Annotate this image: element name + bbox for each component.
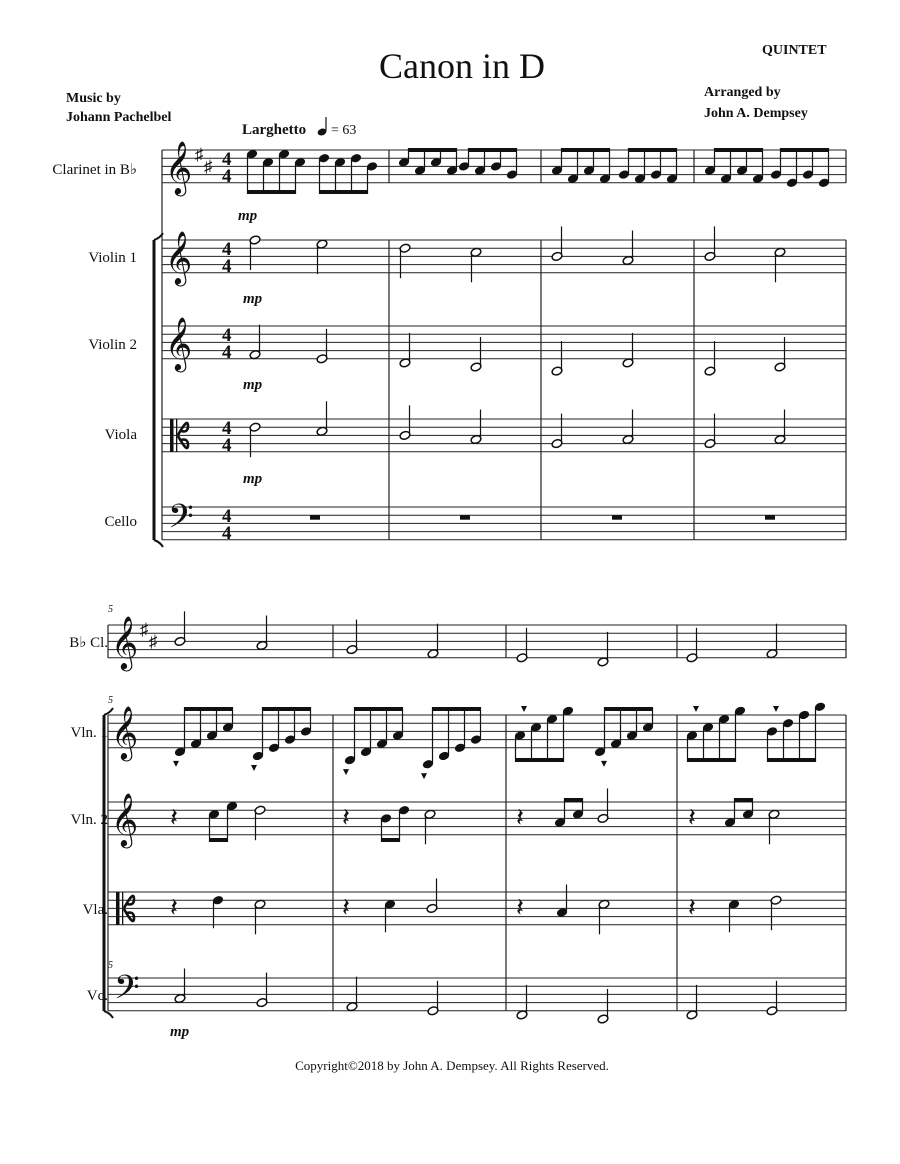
whole-rest-icon bbox=[310, 515, 320, 520]
composer-line-2: Johann Pachelbel bbox=[66, 110, 172, 125]
bracket-hook bbox=[154, 540, 163, 547]
time-signature bbox=[222, 506, 232, 544]
quarter-rest-icon: 𝄽 bbox=[342, 803, 350, 832]
note-beam bbox=[433, 707, 481, 711]
time-signature bbox=[222, 418, 232, 456]
svg-text:♯: ♯ bbox=[149, 632, 158, 651]
bracket-hook bbox=[104, 1011, 113, 1018]
time-signature bbox=[222, 239, 232, 277]
note-beam bbox=[469, 148, 517, 152]
arranger-line-2: John A. Dempsey bbox=[704, 106, 808, 121]
note-beam bbox=[781, 148, 829, 152]
staff bbox=[108, 978, 846, 1011]
instrument-label-clarinet: Clarinet in B♭ bbox=[52, 162, 137, 178]
bass-clef-icon: 𝄢 bbox=[168, 498, 194, 543]
treble-clef-icon: 𝄞 bbox=[111, 794, 139, 845]
svg-text:4: 4 bbox=[222, 506, 232, 527]
svg-text:4: 4 bbox=[222, 239, 232, 260]
instrument-label-violin-2: Violin 2 bbox=[88, 337, 137, 353]
measure-number: 5 bbox=[108, 960, 113, 971]
instrument-label-cello: Vc. bbox=[86, 988, 108, 1004]
svg-text:4: 4 bbox=[222, 325, 232, 346]
tempo-marking: Larghetto bbox=[242, 122, 307, 138]
copyright-notice: Copyright©2018 by John A. Dempsey. All Rights Reserved. bbox=[295, 1058, 609, 1073]
dynamic-mark: mp bbox=[243, 291, 263, 307]
instrument-label-violin-1: Vln. 1 bbox=[70, 725, 108, 741]
score-title: Canon in D bbox=[379, 46, 545, 86]
dynamic-mark: mp bbox=[238, 208, 258, 224]
arranger-line-1: Arranged by bbox=[704, 85, 781, 100]
note-beam bbox=[562, 148, 610, 152]
bass-clef-icon: 𝄢 bbox=[114, 969, 140, 1014]
dynamic-mark: mp bbox=[243, 377, 263, 393]
svg-text:♯: ♯ bbox=[195, 145, 204, 164]
note-beam bbox=[735, 798, 753, 802]
quarter-rest-icon: 𝄽 bbox=[516, 803, 524, 832]
staff bbox=[162, 419, 846, 452]
treble-clef-icon: 𝄞 bbox=[111, 707, 139, 758]
tempo-value: = 63 bbox=[331, 123, 357, 138]
staccatissimo-mark bbox=[521, 706, 527, 712]
quarter-rest-icon: 𝄽 bbox=[170, 893, 178, 922]
note-beam bbox=[263, 707, 311, 711]
instrument-label-viola: Viola bbox=[104, 427, 137, 443]
svg-text:4: 4 bbox=[222, 435, 232, 456]
svg-text:4: 4 bbox=[222, 523, 232, 544]
instrument-label-viola: Vla. bbox=[82, 902, 108, 918]
note-beam bbox=[355, 707, 403, 711]
dynamic-mark: mp bbox=[243, 471, 263, 487]
note-beam bbox=[185, 707, 233, 711]
note-beam bbox=[715, 148, 763, 152]
instrument-label-cello: Cello bbox=[104, 514, 137, 530]
note-beam bbox=[629, 148, 677, 152]
staff bbox=[108, 802, 846, 835]
quarter-rest-icon: 𝄽 bbox=[342, 893, 350, 922]
svg-text:♯: ♯ bbox=[204, 157, 213, 176]
staff bbox=[108, 625, 846, 658]
svg-text:4: 4 bbox=[222, 166, 232, 187]
staff bbox=[162, 326, 846, 359]
quarter-rest-icon: 𝄽 bbox=[688, 803, 696, 832]
composer-line-1: Music by bbox=[66, 91, 121, 106]
treble-clef-icon: 𝄞 bbox=[111, 617, 139, 668]
instrument-label-clarinet: B♭ Cl. bbox=[69, 635, 108, 651]
instrument-label-violin-2: Vln. 2 bbox=[70, 812, 108, 828]
time-signature bbox=[222, 325, 232, 363]
staccatissimo-mark bbox=[173, 761, 179, 767]
staff bbox=[162, 240, 846, 273]
note-beam bbox=[248, 190, 296, 194]
quarter-rest-icon: 𝄽 bbox=[516, 893, 524, 922]
edition-label: QUINTET bbox=[762, 43, 827, 58]
staccatissimo-mark bbox=[693, 706, 699, 712]
svg-text:4: 4 bbox=[222, 342, 232, 363]
dynamic-mark: mp bbox=[170, 1024, 190, 1040]
music-notation bbox=[104, 141, 846, 1024]
note-beam bbox=[409, 148, 457, 152]
note-beam bbox=[688, 758, 736, 762]
treble-clef-icon: 𝄞 bbox=[165, 232, 193, 283]
note-beam bbox=[516, 758, 564, 762]
note-beam bbox=[768, 758, 816, 762]
treble-clef-icon: 𝄞 bbox=[165, 142, 193, 193]
whole-rest-icon bbox=[612, 515, 622, 520]
note-beam bbox=[210, 838, 228, 842]
staccatissimo-mark bbox=[251, 765, 257, 771]
instrument-label-violin-1: Violin 1 bbox=[88, 250, 137, 266]
staff bbox=[162, 507, 846, 540]
staccatissimo-mark bbox=[773, 706, 779, 712]
quarter-note-icon bbox=[317, 117, 328, 137]
whole-rest-icon bbox=[460, 515, 470, 520]
svg-text:4: 4 bbox=[222, 418, 232, 439]
staccatissimo-mark bbox=[601, 761, 607, 767]
note-beam bbox=[382, 838, 400, 842]
svg-text:♯: ♯ bbox=[140, 620, 149, 639]
note-beam bbox=[320, 190, 368, 194]
staff bbox=[162, 150, 846, 183]
note-beam bbox=[565, 798, 583, 802]
staccatissimo-mark bbox=[343, 769, 349, 775]
svg-text:4: 4 bbox=[222, 256, 232, 277]
treble-clef-icon: 𝄞 bbox=[165, 318, 193, 369]
whole-rest-icon bbox=[765, 515, 775, 520]
quarter-rest-icon: 𝄽 bbox=[170, 803, 178, 832]
note-beam bbox=[605, 707, 653, 711]
quarter-rest-icon: 𝄽 bbox=[688, 893, 696, 922]
measure-number: 5 bbox=[108, 695, 113, 706]
time-signature bbox=[222, 149, 232, 187]
staccatissimo-mark bbox=[421, 773, 427, 779]
measure-number: 5 bbox=[108, 604, 113, 615]
svg-text:4: 4 bbox=[222, 149, 232, 170]
